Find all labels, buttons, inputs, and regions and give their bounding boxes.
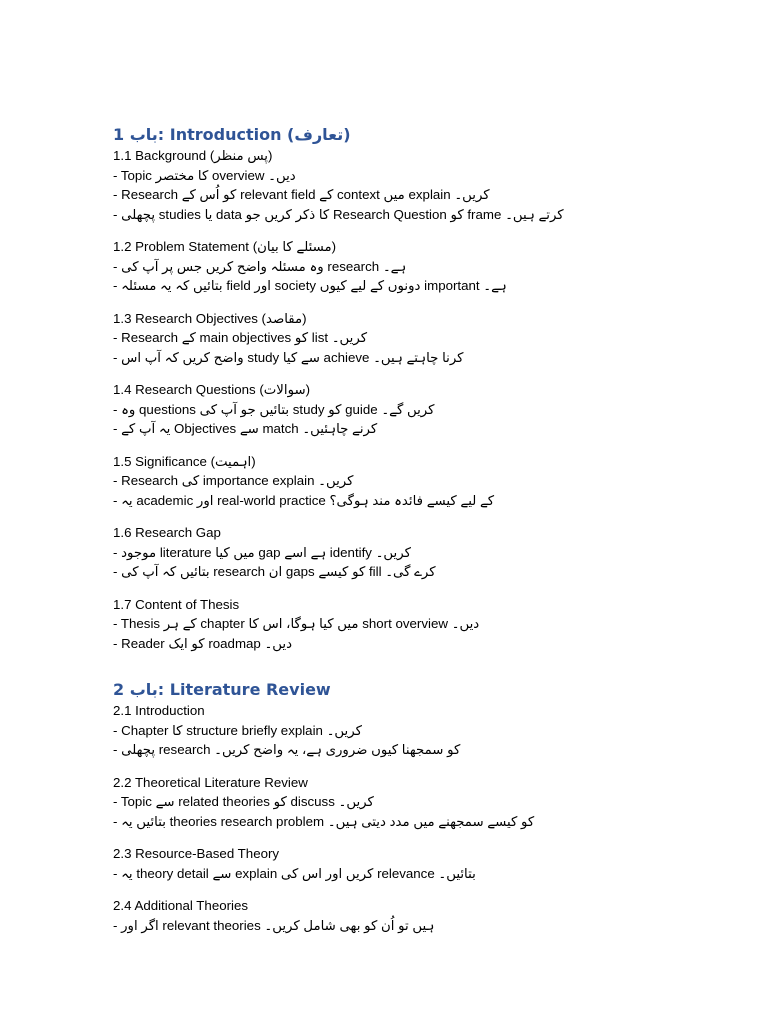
section-2-2 bbox=[113, 773, 733, 832]
bullet-line: - Reader کو ایک roadmap دیں۔ bbox=[113, 635, 293, 651]
section-2-4 bbox=[113, 896, 733, 935]
section-1-3 bbox=[113, 309, 733, 368]
section-heading: 1.2 Problem Statement (مسئلے کا بیان) bbox=[113, 239, 337, 254]
section-heading: 1.3 Research Objectives (مقاصد) bbox=[113, 310, 307, 326]
bullet-line: - موجود literature میں کیا gap ہے اسے identify کریں۔ bbox=[113, 544, 411, 560]
chapter-2-title: 2 باب: Literature Review bbox=[113, 680, 331, 699]
section-2-3 bbox=[113, 844, 733, 883]
section-heading: 2.3 Resource-Based Theory bbox=[113, 846, 280, 861]
bullet-line: - Topic سے related theories کو discuss کریں۔ bbox=[113, 794, 374, 809]
bullet-line: - بتائیں کہ آپ کی research ان gaps کو کیسے fill کرے گی۔ bbox=[113, 564, 436, 579]
section-1-7 bbox=[113, 595, 733, 654]
bullet-line: - واضح کریں کہ آپ اس study سے کیا achieve کرنا چاہتے ہیں۔ bbox=[113, 349, 464, 365]
section-1-6 bbox=[113, 523, 733, 582]
bullet-line: - Topic کا مختصر overview دیں۔ bbox=[113, 167, 296, 183]
bullet-line: - Thesis کے ہر chapter میں کیا ہوگا، اس کا short overview دیں۔ bbox=[113, 616, 480, 631]
bullet-line: - پچھلی studies یا data کا ذکر کریں جو Research Question کو frame کرتے ہیں۔ bbox=[113, 206, 564, 222]
section-heading: 1.4 Research Questions (سوالات) bbox=[113, 382, 311, 397]
section-heading: 2.1 Introduction bbox=[113, 703, 205, 718]
section-heading: 1.6 Research Gap bbox=[113, 525, 221, 540]
section-1-5 bbox=[113, 452, 733, 511]
section-1-2 bbox=[113, 237, 733, 296]
bullet-line: - وہ مسئلہ واضح کریں جس پر آپ کی research ہے۔ bbox=[113, 258, 407, 274]
bullet-line: - بتائیں یہ theories research problem کو کیسے سمجھنے میں مدد دیتی ہیں۔ bbox=[113, 813, 535, 829]
bullet-line: - پچھلی research کو سمجھنا کیوں ضروری ہے، یہ واضح کریں۔ bbox=[113, 742, 461, 757]
bullet-line: - Research کی importance explain کریں۔ bbox=[113, 473, 354, 488]
section-heading: 2.4 Additional Theories bbox=[113, 898, 249, 913]
chapter-1-title: 1 باب: Introduction (تعارف) bbox=[113, 125, 351, 144]
bullet-line: - Research کے main objectives کو list کریں۔ bbox=[113, 330, 368, 345]
bullet-line: - یہ academic اور real-world practice کے لیے کیسے فائدہ مند ہوگی؟ bbox=[113, 492, 495, 508]
section-2-1 bbox=[113, 701, 733, 760]
bullet-line: - بتائیں کہ یہ مسئلہ field اور society دونوں کے لیے کیوں important ہے۔ bbox=[113, 278, 507, 293]
bullet-line: - یہ آپ کے Objectives سے match کرنے چاہئیں۔ bbox=[113, 421, 378, 436]
section-heading: 1.5 Significance (اہمیت) bbox=[113, 453, 256, 469]
section-1-4 bbox=[113, 380, 733, 439]
section-1-1 bbox=[113, 146, 733, 224]
bullet-line: - Chapter کا structure briefly explain کریں۔ bbox=[113, 722, 362, 738]
section-heading: 1.7 Content of Thesis bbox=[113, 596, 240, 612]
section-heading: 1.1 Background (پس منظر) bbox=[113, 148, 273, 163]
bullet-line: - یہ theory detail سے explain کریں اور اس کی relevance بتائیں۔ bbox=[113, 865, 476, 881]
document-page bbox=[113, 124, 733, 935]
bullet-line: - اگر اور relevant theories ہیں تو اُن کو بھی شامل کریں۔ bbox=[113, 917, 435, 933]
section-heading: 2.2 Theoretical Literature Review bbox=[113, 774, 308, 790]
bullet-line: - Research کو اُس کے relevant field کے context میں explain کریں۔ bbox=[113, 187, 490, 202]
bullet-line: - وہ questions بتائیں جو آپ کی study کو guide کریں گے۔ bbox=[113, 401, 435, 417]
